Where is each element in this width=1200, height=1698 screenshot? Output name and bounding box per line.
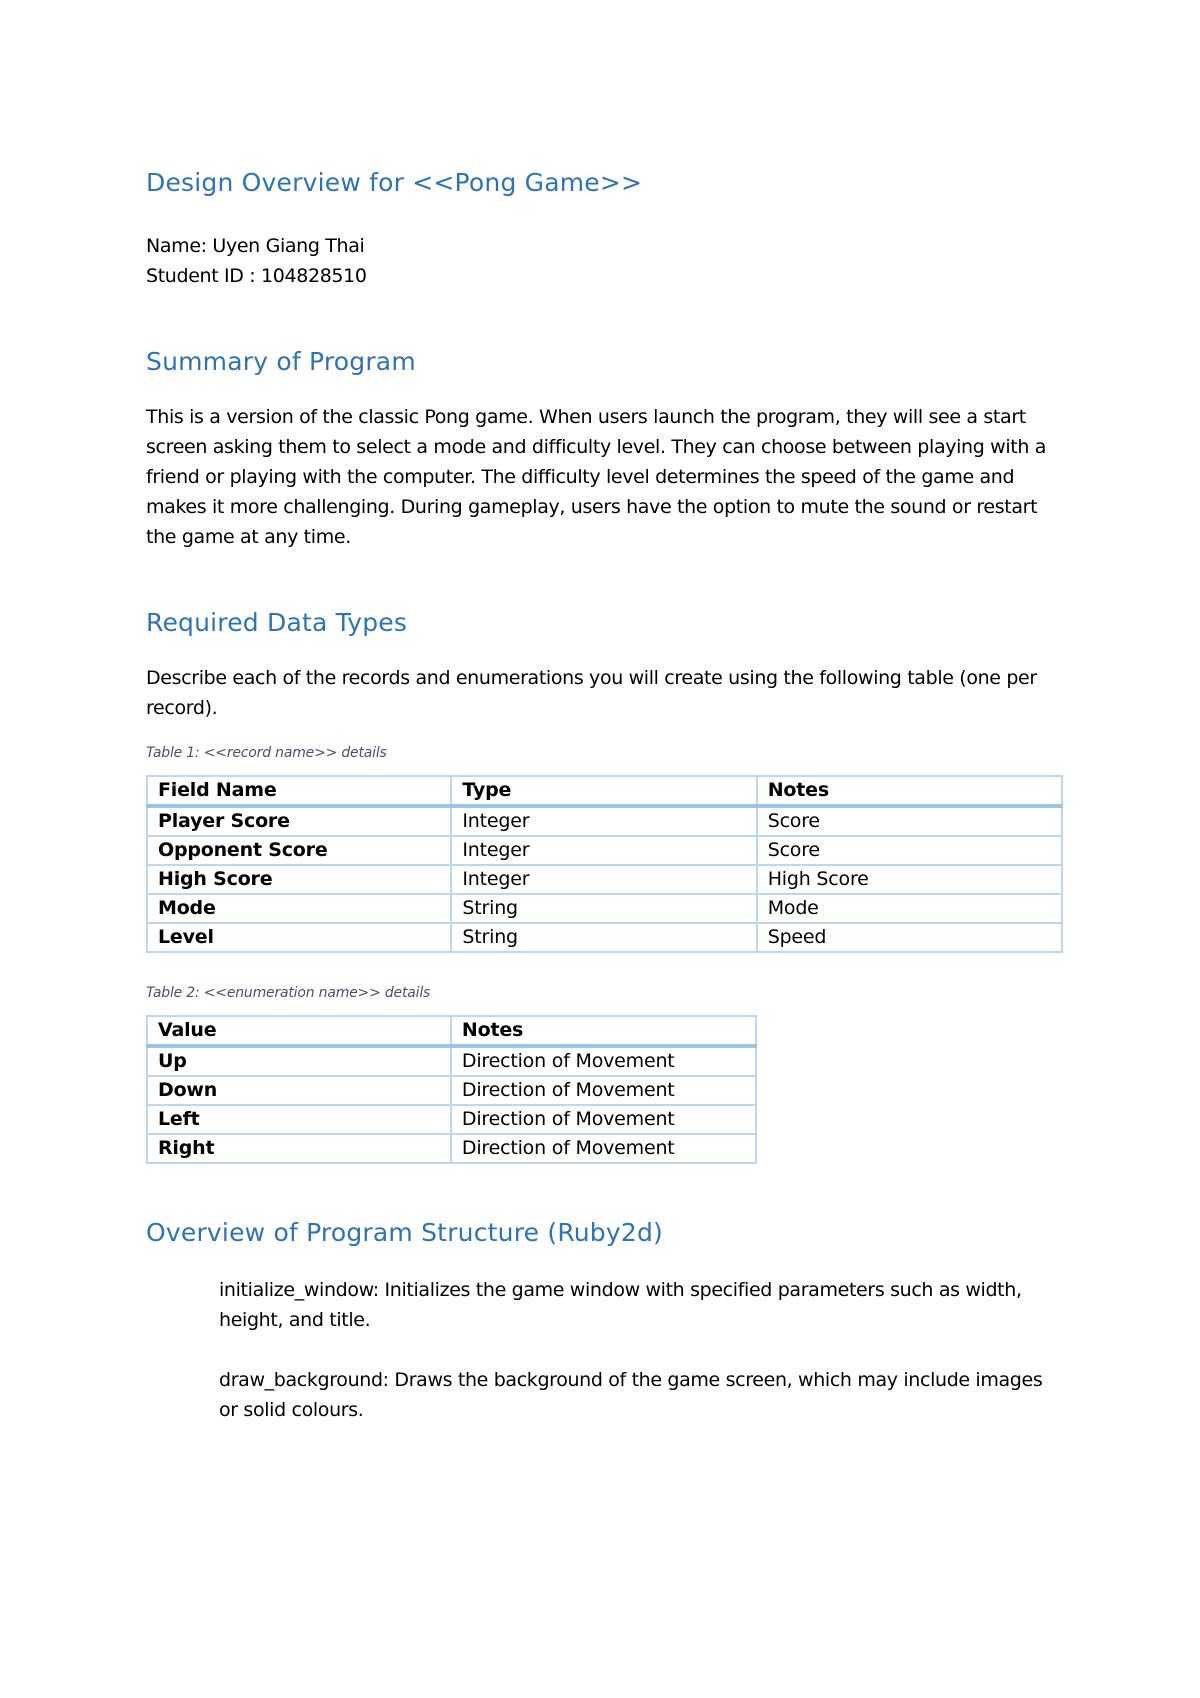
data-types-heading: Required Data Types xyxy=(146,608,408,637)
table-cell: Level xyxy=(147,923,451,952)
enumeration-table-header-value: Value xyxy=(147,1016,451,1046)
table-cell: Mode xyxy=(757,894,1062,923)
table-cell: Up xyxy=(147,1046,451,1076)
table-cell: High Score xyxy=(757,865,1062,894)
table-row xyxy=(147,865,1062,894)
table-cell: Integer xyxy=(451,836,756,865)
table-cell: Direction of Movement xyxy=(451,1046,756,1076)
structure-heading: Overview of Program Structure (Ruby2d) xyxy=(146,1218,663,1247)
student-id: Student ID : 104828510 xyxy=(146,265,367,287)
table-cell: Direction of Movement xyxy=(451,1105,756,1134)
table-cell: High Score xyxy=(147,865,451,894)
table-cell: Score xyxy=(757,806,1062,836)
table-row xyxy=(147,1076,756,1105)
table-cell: Direction of Movement xyxy=(451,1076,756,1105)
table-cell: Speed xyxy=(757,923,1062,952)
table-cell: String xyxy=(451,923,756,952)
list-item: draw_background: Draws the background of the game screen, which may include images or solid colours. xyxy=(219,1369,1043,1421)
table1-caption: Table 1: <<record name>> details xyxy=(146,745,387,761)
table-row xyxy=(147,1134,756,1163)
table-cell: Score xyxy=(757,836,1062,865)
enumeration-table-header-notes: Notes xyxy=(451,1016,756,1046)
table-cell: Opponent Score xyxy=(147,836,451,865)
structure-list xyxy=(146,1275,1066,1425)
record-table-header-type: Type xyxy=(451,776,756,806)
list-item: initialize_window: Initializes the game window with specified parameters such as width, height, and title. xyxy=(219,1279,1022,1331)
table-cell: Integer xyxy=(451,865,756,894)
table-row xyxy=(147,894,1062,923)
table-row xyxy=(147,836,1062,865)
table-row xyxy=(147,1046,756,1076)
document-content xyxy=(146,168,1066,1425)
table-cell: Right xyxy=(147,1134,451,1163)
table2-caption: Table 2: <<enumeration name>> details xyxy=(146,985,431,1001)
table-cell: Player Score xyxy=(147,806,451,836)
table-cell: String xyxy=(451,894,756,923)
record-table-header-field: Field Name xyxy=(147,776,451,806)
record-table-header-notes: Notes xyxy=(757,776,1062,806)
record-table-header-row xyxy=(147,776,1062,806)
table-cell: Integer xyxy=(451,806,756,836)
summary-heading: Summary of Program xyxy=(146,347,416,376)
data-types-intro: Describe each of the records and enumerations you will create using the following table (one per record). xyxy=(146,667,1037,719)
table-row xyxy=(147,806,1062,836)
table-row xyxy=(147,923,1062,952)
table-cell: Mode xyxy=(147,894,451,923)
table-cell: Left xyxy=(147,1105,451,1134)
table-row xyxy=(147,1105,756,1134)
document-title: Design Overview for <<Pong Game>> xyxy=(146,168,643,197)
enumeration-table-header-row xyxy=(147,1016,756,1046)
table-cell: Direction of Movement xyxy=(451,1134,756,1163)
author-block xyxy=(146,231,1066,291)
enumeration-table xyxy=(146,1015,757,1164)
summary-text: This is a version of the classic Pong game. When users launch the program, they will see a start screen asking them to select a mode and difficulty level. They can choose between playing with a friend or playing with the computer. The difficulty level determines the speed of the game and makes it more challenging. During gameplay, users have the option to mute the sound or restart the game at any time. xyxy=(146,406,1047,548)
table-cell: Down xyxy=(147,1076,451,1105)
author-name: Name: Uyen Giang Thai xyxy=(146,235,365,257)
record-table xyxy=(146,775,1063,953)
